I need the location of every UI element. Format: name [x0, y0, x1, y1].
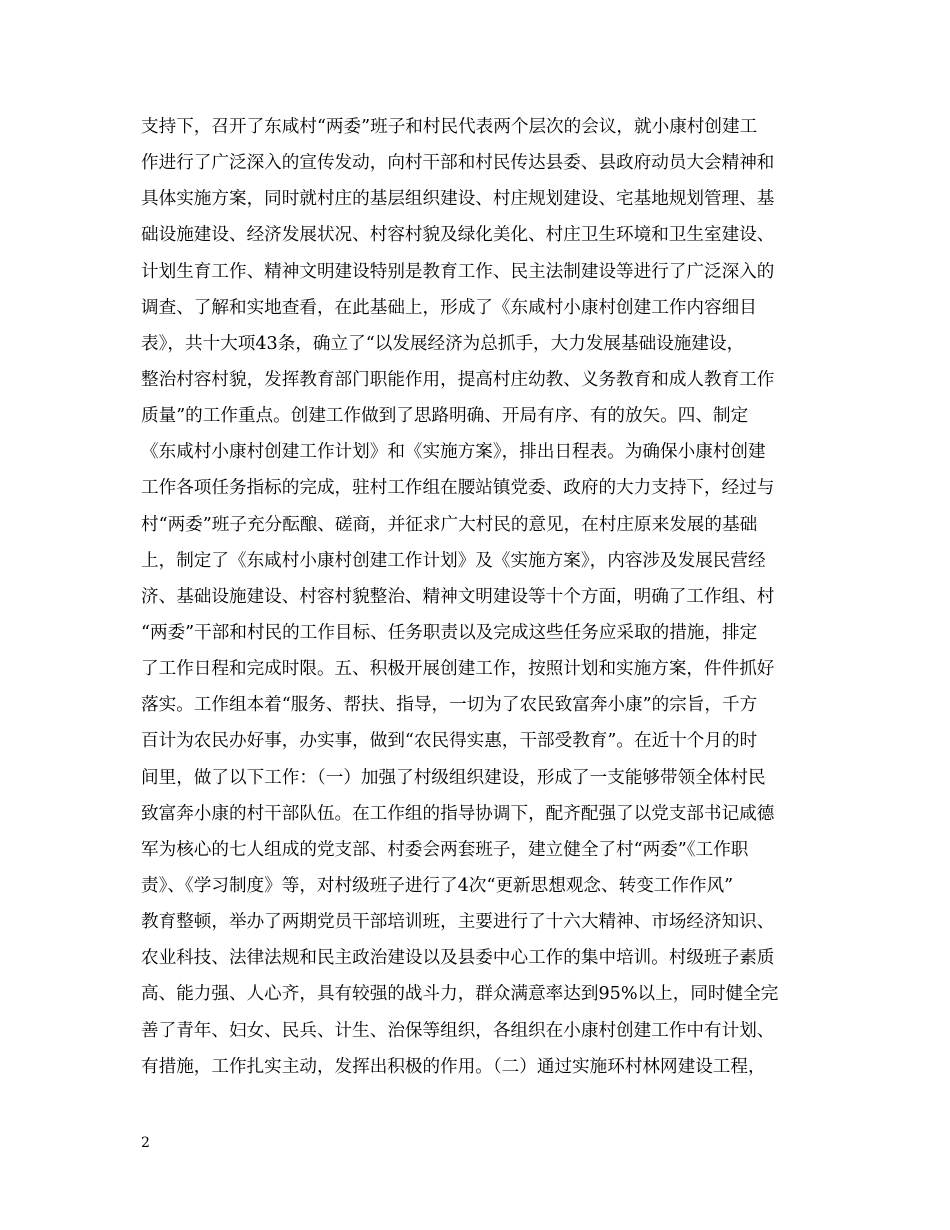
text-line: 有措施，工作扎实主动，发挥出积极的作用。（二）通过实施环村林网建设工程，: [141, 1056, 766, 1077]
text-line: 责》、《学习制度》等，对村级班子进行了4次“更新思想观念、转变工作作风”: [141, 875, 734, 896]
text-line: 质量”的工作重点。创建工作做到了思路明确、开局有序、有的放矢。四、制定: [141, 406, 749, 427]
page-number: 2: [141, 1135, 150, 1151]
text-line: 调查、了解和实地查看，在此基础上，形成了《东咸村小康村创建工作内容细目: [141, 297, 757, 318]
text-line: 农业科技、法律法规和民主政治建设以及县委中心工作的集中培训。村级班子素质: [141, 948, 775, 969]
text-line: 表》，共十大项43条，确立了“以发展经济为总抓手，大力发展基础设施建设，: [141, 333, 745, 354]
text-line: 具体实施方案，同时就村庄的基层组织建设、村庄规划建设、宅基地规划管理、基: [141, 189, 775, 210]
text-line: 落实。工作组本着“服务、帮扶、指导，一切为了农民致富奔小康”的宗旨，千方: [141, 695, 758, 716]
text-line: 济、基础设施建设、村容村貌整治、精神文明建设等十个方面，明确了工作组、村: [141, 586, 775, 607]
text-line: 整治村容村貌，发挥教育部门职能作用，提高村庄幼教、义务教育和成人教育工作: [141, 369, 775, 390]
text-line: 上，制定了《东咸村小康村创建工作计划》及《实施方案》，内容涉及发展民营经: [141, 550, 766, 571]
text-line: 军为核心的七人组成的党支部、村委会两套班子，建立健全了村“两委”《工作职: [141, 839, 749, 860]
text-line: 致富奔小康的村干部队伍。在工作组的指导协调下，配齐配强了以党支部书记咸德: [141, 803, 775, 824]
text-line: 善了青年、妇女、民兵、计生、治保等组织，各组织在小康村创建工作中有计划、: [141, 1020, 775, 1041]
text-line: 础设施建设、经济发展状况、村容村貌及绿化美化、村庄卫生环境和卫生室建设、: [141, 225, 775, 246]
text-line: 作进行了广泛深入的宣传发动，向村干部和村民传达县委、县政府动员大会精神和: [141, 153, 775, 174]
text-line: 计划生育工作、精神文明建设特别是教育工作、民主法制建设等进行了广泛深入的: [141, 261, 775, 282]
text-line: 百计为农民办好事，办实事，做到“农民得实惠，干部受教育”。在近十个月的时: [141, 731, 758, 752]
text-line: “两委”干部和村民的工作目标、任务职责以及完成这些任务应采取的措施，排定: [141, 622, 758, 643]
text-line: 间里，做了以下工作：（一）加强了村级组织建设，形成了一支能够带领全体村民: [141, 767, 766, 788]
text-line: 支持下，召开了东咸村“两委”班子和村民代表两个层次的会议，就小康村创建工: [141, 117, 758, 137]
text-line: 《东咸村小康村创建工作计划》和《实施方案》，排出日程表。为确保小康村创建: [141, 442, 766, 463]
text-line: 教育整顿，举办了两期党员干部培训班，主要进行了十六大精神、市场经济知识、: [141, 912, 775, 933]
text-line: 村“两委”班子充分酝酿、磋商，并征求广大村民的意见，在村庄原来发展的基础: [141, 514, 758, 535]
body-text: [141, 109, 821, 1085]
text-line: 了工作日程和完成时限。五、积极开展创建工作，按照计划和实施方案，件件抓好: [141, 659, 775, 680]
text-line: 高、能力强、人心齐，具有较强的战斗力，群众满意率达到95%以上，同时健全完: [141, 984, 779, 1005]
text-line: 工作各项任务指标的完成，驻村工作组在腰站镇党委、政府的大力支持下，经过与: [141, 478, 775, 499]
